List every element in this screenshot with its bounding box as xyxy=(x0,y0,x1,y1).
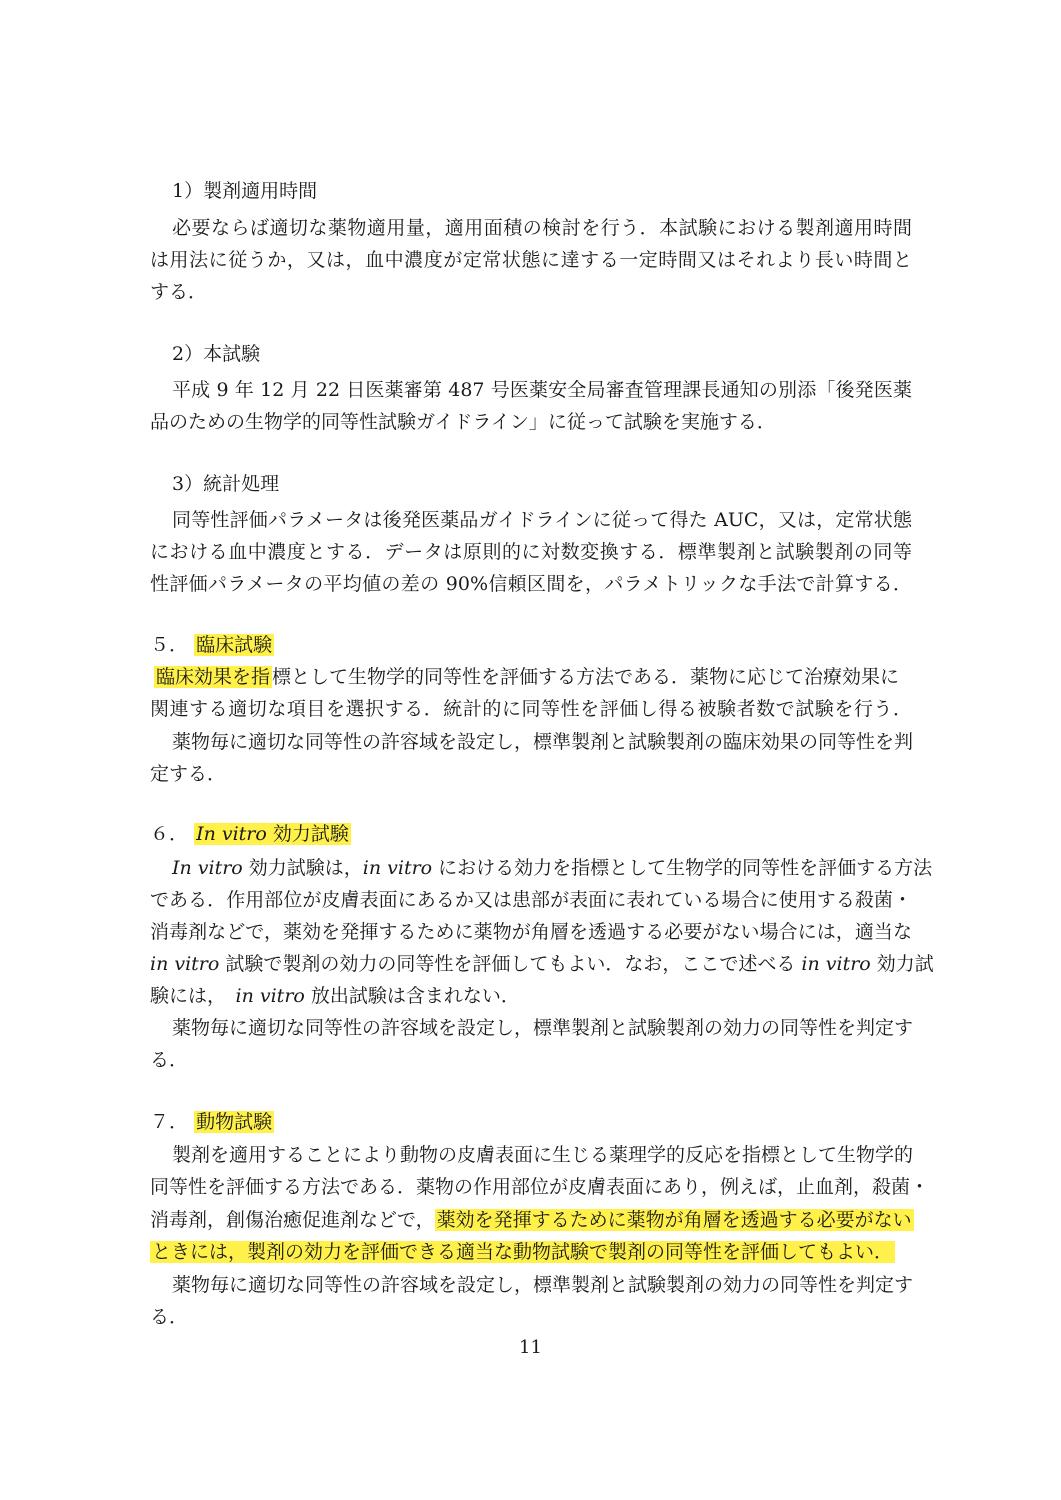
section-3-line: 性評価パラメータの平均値の差の 90%信頼区間を，パラメトリックな手法で計算する． xyxy=(150,573,912,595)
section-6-line xyxy=(172,856,932,880)
section-6-number: ６． xyxy=(150,823,189,845)
section-7-line xyxy=(150,1208,914,1232)
section-7-highlight: 薬効を発揮するために薬物が角層を透過する必要がない xyxy=(436,1209,912,1231)
section-5-text: 標として生物学的同等性を評価する方法である．薬物に応じて治療効果に xyxy=(272,666,900,688)
section-7-highlight: ときには，製剤の効力を評価できる適当な動物試験で製剤の同等性を評価してもよい． xyxy=(152,1241,894,1263)
section-5-number: ５． xyxy=(150,634,189,656)
section-6-line xyxy=(150,952,934,976)
section-6-heading xyxy=(150,822,351,846)
section-6-text: 効力試験は， xyxy=(242,857,363,879)
section-5-line: 関連する適切な項目を選択する．統計的に同等性を評価し得る被験者数で試験を行う． xyxy=(150,698,912,720)
section-3-line: 同等性評価パラメータは後発医薬品ガイドラインに従って得た AUC，又は，定常状態 xyxy=(172,509,912,531)
page-number: 11 xyxy=(519,1337,542,1358)
section-6-line: である．作用部位が皮膚表面にあるか又は患部が表面に表れている場合に使用する殺菌・ xyxy=(150,889,912,911)
section-5-highlight: 臨床効果を指 xyxy=(156,666,271,688)
italic-term: in vitro xyxy=(801,953,871,975)
section-7-line xyxy=(150,1240,895,1264)
section-6-text: 試験で製剤の効力の同等性を評価してもよい．なお，ここで述べる xyxy=(219,953,802,975)
section-6-line: る． xyxy=(150,1049,189,1071)
section-7-line: る． xyxy=(150,1306,189,1328)
section-5-line xyxy=(154,665,912,689)
section-1-heading: 1）製剤適用時間 xyxy=(172,180,318,202)
section-6-text: 効力試 xyxy=(870,953,934,975)
section-6-text: 験には， xyxy=(150,985,236,1007)
section-2-line: 品のための生物学的同等性試験ガイドライン」に従って試験を実施する． xyxy=(150,411,776,433)
section-5-title: 臨床試験 xyxy=(196,634,273,656)
section-2-line: 平成 9 年 12 月 22 日医薬審第 487 号医薬安全局審査管理課長通知の別添「後発医薬 xyxy=(172,379,912,401)
section-7-line: 薬物毎に適切な同等性の許容域を設定し，標準製剤と試験製剤の効力の同等性を判定す xyxy=(172,1274,914,1296)
section-6-line: 薬物毎に適切な同等性の許容域を設定し，標準製剤と試験製剤の効力の同等性を判定す xyxy=(172,1017,914,1039)
section-7-heading xyxy=(150,1110,274,1134)
section-6-text: における効力を指標として生物学的同等性を評価する方法 xyxy=(432,857,933,879)
section-6-title-text: 効力試験 xyxy=(266,823,349,845)
section-6-line xyxy=(150,984,520,1008)
section-5-line: 定する． xyxy=(150,763,227,785)
section-3-heading: 3）統計処理 xyxy=(172,473,280,495)
section-6-title-italic: In vitro xyxy=(196,823,267,845)
italic-term: In vitro xyxy=(172,857,243,879)
section-1-line: 必要ならば適切な薬物適用量，適用面積の検討を行う．本試験における製剤適用時間 xyxy=(172,217,912,239)
section-6-line: 消毒剤などで，薬効を発揮するために薬物が角層を透過する必要がない場合には，適当な xyxy=(150,921,912,943)
section-7-line: 同等性を評価する方法である．薬物の作用部位が皮膚表面にあり，例えば，止血剤，殺菌・ xyxy=(150,1176,930,1198)
section-7-title: 動物試験 xyxy=(196,1111,273,1133)
section-1-line: する． xyxy=(150,281,208,303)
section-7-line: 製剤を適用することにより動物の皮膚表面に生じる薬理学的反応を指標として生物学的 xyxy=(172,1144,914,1166)
section-7-text: 消毒剤，創傷治癒促進剤などで， xyxy=(150,1209,435,1231)
italic-term: in vitro xyxy=(362,857,433,879)
section-5-heading xyxy=(150,633,274,657)
section-7-number: ７． xyxy=(150,1111,189,1133)
section-1-line: は用法に従うか，又は，血中濃度が定常状態に達する一定時間又はそれより長い時間と xyxy=(150,249,912,271)
section-3-line: における血中濃度とする．データは原則的に対数変換する．標準製剤と試験製剤の同等 xyxy=(150,541,912,563)
section-6-title xyxy=(194,823,351,845)
italic-term: in vitro xyxy=(150,953,220,975)
italic-term: in vitro xyxy=(235,985,305,1007)
section-6-text: 放出試験は含まれない． xyxy=(304,985,520,1007)
section-5-line: 薬物毎に適切な同等性の許容域を設定し，標準製剤と試験製剤の臨床効果の同等性を判 xyxy=(172,731,914,753)
section-2-heading: 2）本試験 xyxy=(172,343,261,365)
